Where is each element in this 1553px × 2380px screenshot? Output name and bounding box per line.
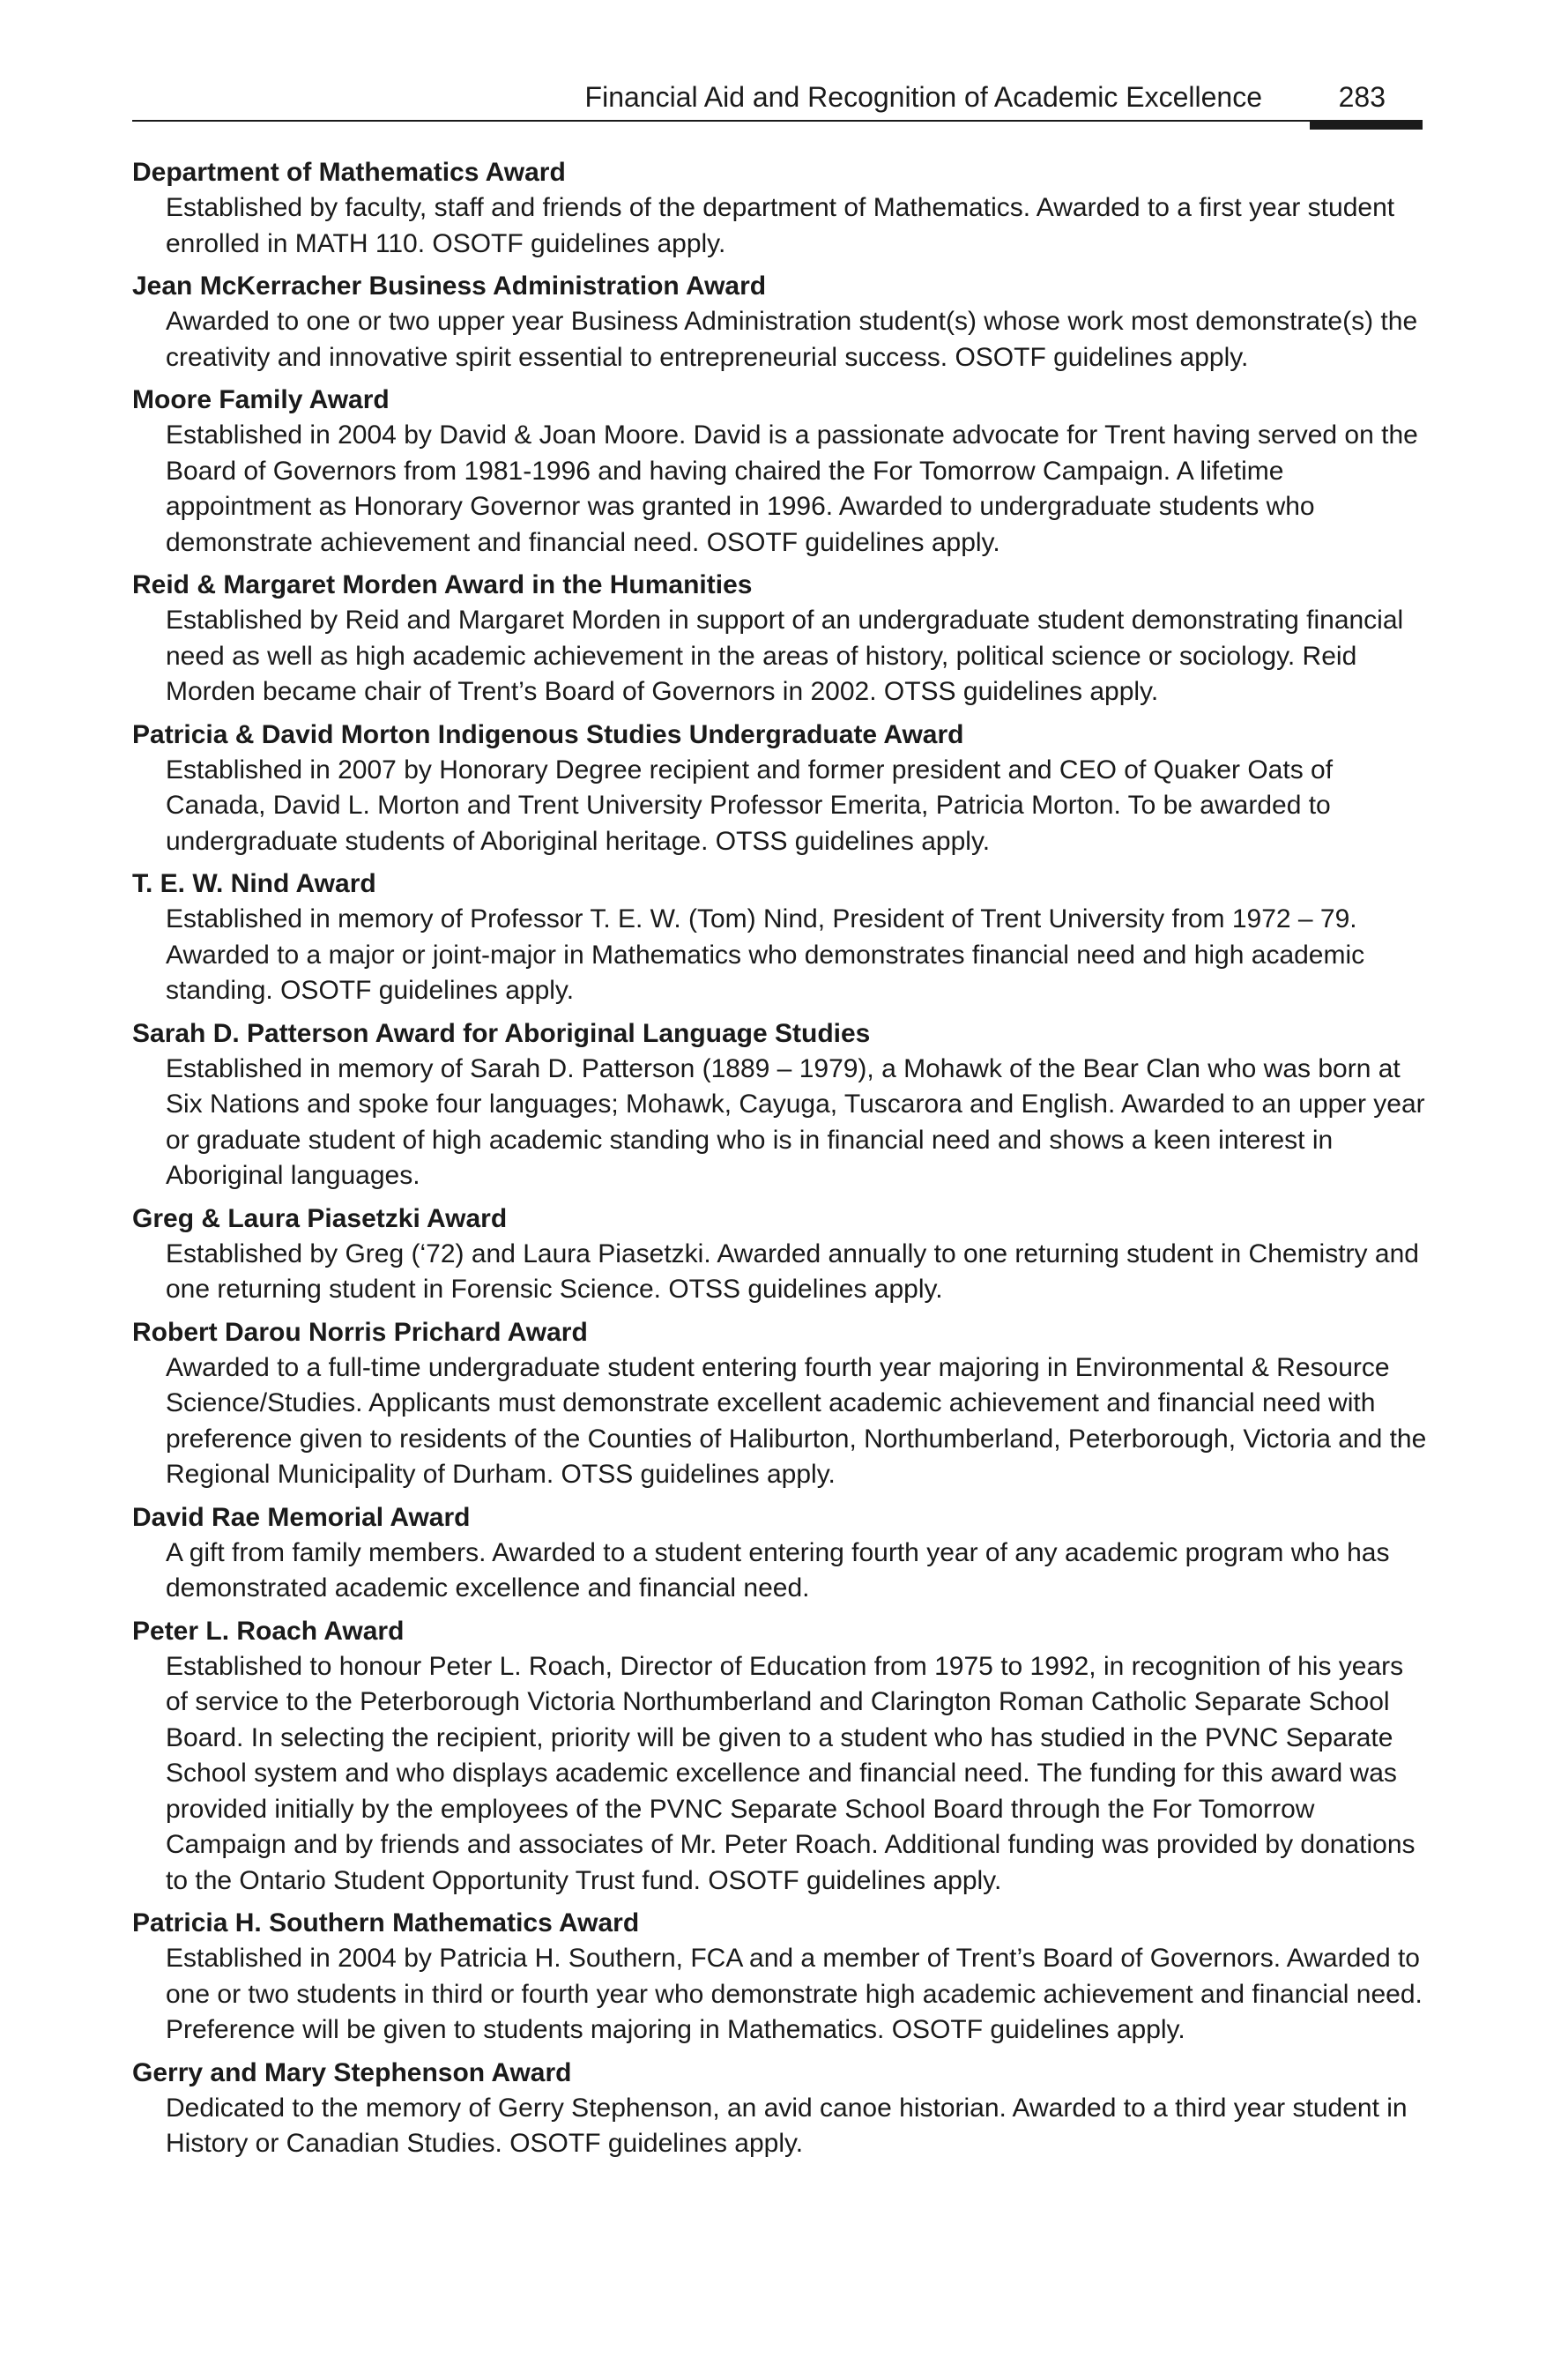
award-description: Established to honour Peter L. Roach, Director of Education from 1975 to 1992, in recognition of his years of service to the Peterborough Victoria Northumberland and Clarington Roman Catholic Separate School Board. In selecting the recipient, priority will be given to a student who has studied in the PVNC Separate School system and who displays academic excellence and financial need. The funding for this award was provided initially by the employees of the PVNC Separate School Board through the For Tomorrow Campaign and by friends and associates of Mr. Peter Roach. Additional funding was provided by donations to the Ontario Student Opportunity Trust fund. OSOTF guidelines apply. <box>166 1651 1416 1895</box>
award-description: Awarded to one or two upper year Business Administration student(s) whose work most demonstrate(s) the creativity and innovative spirit essential to entrepreneurial success. OSOTF guidelines apply. <box>166 307 1418 372</box>
award-description: Established by faculty, staff and friends of the department of Mathematics. Awarded to a first year student enrolled in MATH 110. OSOTF guidelines apply. <box>166 193 1395 258</box>
award-entry <box>132 568 1428 710</box>
running-header-title: Financial Aid and Recognition of Academic Excellence <box>584 81 1262 113</box>
award-description: Established in 2007 by Honorary Degree recipient and former president and CEO of Quaker Oats of Canada, David L. Morton and Trent University Professor Emerita, Patricia Morton. To be awarded to undergraduate students of Aboriginal heritage. OTSS guidelines apply. <box>166 755 1334 856</box>
award-name: Gerry and Mary Stephenson Award <box>132 2057 572 2087</box>
award-description: Established in memory of Professor T. E. W. (Tom) Nind, President of Trent University from 1972 – 79. Awarded to a major or joint-major in Mathematics who demonstrates financial need and high academic standing. OSOTF guidelines apply. <box>166 904 1365 1005</box>
award-name: Department of Mathematics Award <box>132 158 566 187</box>
award-name: Jean McKerracher Business Administration Award <box>132 271 767 301</box>
award-name: T. E. W. Nind Award <box>132 869 376 898</box>
award-name: Moore Family Award <box>132 385 390 414</box>
award-entry <box>132 2056 1428 2162</box>
award-name: Patricia & David Morton Indigenous Studies Undergraduate Award <box>132 719 964 749</box>
award-entry <box>132 1201 1428 1308</box>
award-entry <box>132 1500 1428 1607</box>
award-description: Established in 2004 by Patricia H. Southern, FCA and a member of Trent’s Board of Governors. Awarded to one or two students in third or fourth year who demonstrate high academic achievement and financial need. Preference will be given to students majoring in Mathematics. OSOTF guidelines apply. <box>166 1944 1423 2044</box>
award-description: Established in memory of Sarah D. Patterson (1889 – 1979), a Mohawk of the Bear Clan who was born at Six Nations and spoke four languages; Mohawk, Cayuga, Tuscarora and English. Awarded to an upper year or graduate student of high academic standing who is in financial need and shows a keen interest in Aboriginal languages. <box>166 1053 1425 1190</box>
award-description: A gift from family members. Awarded to a student entering fourth year of any academic program who has demonstrated academic excellence and financial need. <box>166 1537 1390 1603</box>
award-name: Reid & Margaret Morden Award in the Humanities <box>132 570 753 599</box>
award-name: Peter L. Roach Award <box>132 1616 405 1646</box>
awards-list <box>132 155 1428 2169</box>
award-name: Sarah D. Patterson Award for Aboriginal Language Studies <box>132 1018 871 1048</box>
award-description: Established in 2004 by David & Joan Moore. David is a passionate advocate for Trent having served on the Board of Governors from 1981-1996 and having chaired the For Tomorrow Campaign. A lifetime appointment as Honorary Governor was granted in 1996. Awarded to undergraduate students who demonstrate achievement and financial need. OSOTF guidelines apply. <box>166 420 1418 557</box>
award-entry <box>132 155 1428 262</box>
award-name: Greg & Laura Piasetzki Award <box>132 1203 508 1233</box>
award-description: Established by Reid and Margaret Morden in support of an undergraduate student demonstrating financial need as well as high academic achievement in the areas of history, political science or sociology. Reid Morden became chair of Trent’s Board of Governors in 2002. OTSS guidelines apply. <box>166 606 1404 706</box>
header-rule <box>132 120 1419 122</box>
award-description: Established by Greg (‘72) and Laura Piasetzki. Awarded annually to one returning student in Chemistry and one returning student in Forensic Science. OTSS guidelines apply. <box>166 1238 1419 1304</box>
award-name: David Rae Memorial Award <box>132 1502 471 1532</box>
award-name: Robert Darou Norris Prichard Award <box>132 1317 588 1347</box>
header-tab-marker <box>1310 120 1423 130</box>
page-number: 283 <box>1338 81 1386 113</box>
award-entry <box>132 383 1428 561</box>
award-entry <box>132 1315 1428 1493</box>
award-entry <box>132 1016 1428 1194</box>
award-entry <box>132 718 1428 860</box>
award-entry <box>132 1614 1428 1900</box>
award-entry <box>132 866 1428 1009</box>
award-description: Awarded to a full-time undergraduate student entering fourth year majoring in Environmental & Resource Science/Studies. Applicants must demonstrate excellent academic achievement and financial need with preference given to residents of the Counties of Haliburton, Northumberland, Peterborough, Victoria and the Regional Municipality of Durham. OTSS guidelines apply. <box>166 1352 1427 1489</box>
page-header <box>132 78 1419 130</box>
award-entry <box>132 269 1428 376</box>
award-name: Patricia H. Southern Mathematics Award <box>132 1908 640 1937</box>
award-description: Dedicated to the memory of Gerry Stephenson, an avid canoe historian. Awarded to a third year student in History or Canadian Studies. OSOTF guidelines apply. <box>166 2093 1408 2158</box>
award-entry <box>132 1906 1428 2049</box>
